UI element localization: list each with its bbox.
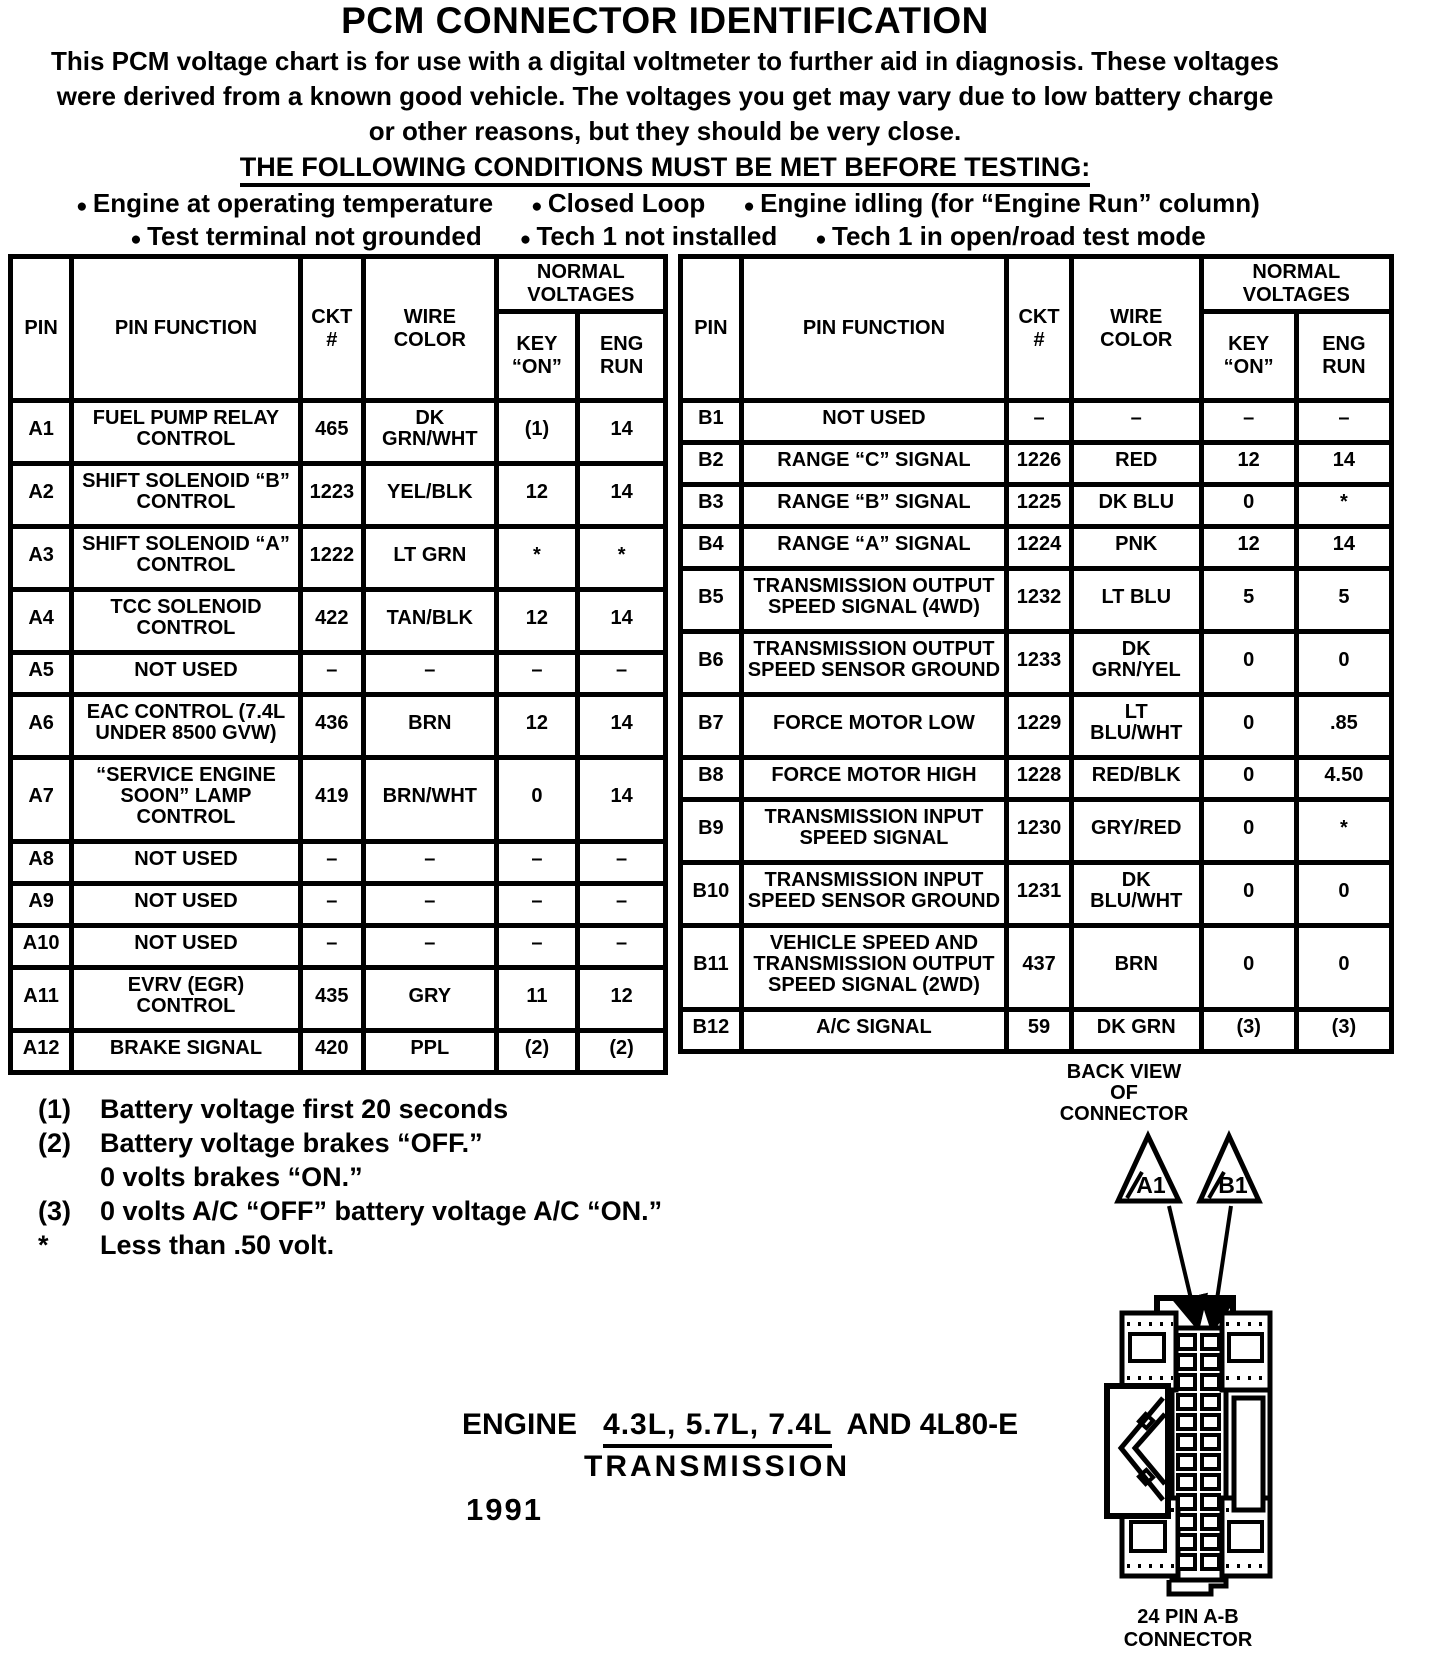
cell-ckt: 1229 xyxy=(1007,695,1072,758)
pin-row-B1 xyxy=(681,401,1392,443)
cell-pin: B12 xyxy=(681,1010,742,1052)
cell-pin: B4 xyxy=(681,527,742,569)
cell-key: 12 xyxy=(496,464,578,527)
cell-run: – xyxy=(578,884,666,926)
cell-key: – xyxy=(496,884,578,926)
footnotes xyxy=(38,1092,662,1262)
cell-key: 12 xyxy=(1201,443,1296,485)
cell-ckt: 419 xyxy=(300,758,363,842)
pin-row-A1 xyxy=(11,401,666,464)
pin-table-b xyxy=(678,254,1394,1054)
conditions-heading: THE FOLLOWING CONDITIONS MUST BE MET BEFORE TESTING: xyxy=(0,152,1330,183)
cell-pin: A12 xyxy=(11,1031,72,1073)
pin-row-A12 xyxy=(11,1031,666,1073)
col-header-pin: PIN xyxy=(11,257,72,401)
cell-fn: “SERVICE ENGINE SOON” LAMP CONTROL xyxy=(72,758,301,842)
cell-wire: – xyxy=(363,653,496,695)
cell-key: * xyxy=(496,527,578,590)
cell-wire: DK GRN xyxy=(1071,1010,1201,1052)
cell-pin: A2 xyxy=(11,464,72,527)
cell-ckt: – xyxy=(300,884,363,926)
pin-row-B6 xyxy=(681,632,1392,695)
cell-ckt: 1226 xyxy=(1007,443,1072,485)
pin-row-B11 xyxy=(681,926,1392,1010)
cell-pin: A7 xyxy=(11,758,72,842)
cell-fn: FORCE MOTOR HIGH xyxy=(741,758,1006,800)
condition-item: ● Tech 1 not installed xyxy=(520,221,778,252)
cell-fn: RANGE “A” SIGNAL xyxy=(741,527,1006,569)
col-header-eng-run: ENG RUN xyxy=(578,312,666,401)
cell-run: 12 xyxy=(578,968,666,1031)
cell-wire: DK GRN/YEL xyxy=(1071,632,1201,695)
cell-wire: – xyxy=(363,926,496,968)
triangle-b1-label: B1 xyxy=(1218,1172,1248,1198)
cell-pin: B2 xyxy=(681,443,742,485)
cell-fn: BRAKE SIGNAL xyxy=(72,1031,301,1073)
pin-row-A7 xyxy=(11,758,666,842)
cell-run: 14 xyxy=(578,695,666,758)
pin-row-A4 xyxy=(11,590,666,653)
connector-diagram xyxy=(1093,1128,1283,1602)
cell-fn: NOT USED xyxy=(72,842,301,884)
cell-pin: A10 xyxy=(11,926,72,968)
pin-row-B12 xyxy=(681,1010,1392,1052)
cell-run: 14 xyxy=(1296,443,1391,485)
cell-key: 0 xyxy=(1201,926,1296,1010)
pin-table-a xyxy=(8,254,668,1075)
cell-fn: SHIFT SOLENOID “A” CONTROL xyxy=(72,527,301,590)
cell-fn: NOT USED xyxy=(741,401,1006,443)
pin-row-A10 xyxy=(11,926,666,968)
cell-ckt: – xyxy=(300,926,363,968)
col-header-function: PIN FUNCTION xyxy=(741,257,1006,401)
cell-ckt: 1228 xyxy=(1007,758,1072,800)
cell-fn: FUEL PUMP RELAY CONTROL xyxy=(72,401,301,464)
cell-ckt: – xyxy=(300,842,363,884)
footnote-3: (3) 0 volts A/C “OFF” battery voltage A/C “ON.” xyxy=(38,1196,663,1226)
cell-ckt: 1233 xyxy=(1007,632,1072,695)
cell-pin: B1 xyxy=(681,401,742,443)
cell-fn: NOT USED xyxy=(72,884,301,926)
cell-run: 0 xyxy=(1296,863,1391,926)
cell-fn: TRANSMISSION INPUT SPEED SENSOR GROUND xyxy=(741,863,1006,926)
cell-pin: B8 xyxy=(681,758,742,800)
cell-ckt: – xyxy=(300,653,363,695)
cell-fn: TRANSMISSION INPUT SPEED SIGNAL xyxy=(741,800,1006,863)
cell-run: 14 xyxy=(578,590,666,653)
cell-fn: EVRV (EGR) CONTROL xyxy=(72,968,301,1031)
col-header-ckt: CKT # xyxy=(300,257,363,401)
cell-pin: B11 xyxy=(681,926,742,1010)
cell-pin: A9 xyxy=(11,884,72,926)
cell-pin: A4 xyxy=(11,590,72,653)
cell-run: – xyxy=(578,926,666,968)
cell-run: 14 xyxy=(1296,527,1391,569)
pin-row-A11 xyxy=(11,968,666,1031)
back-view-label: BACK VIEW OF CONNECTOR xyxy=(1059,1061,1189,1125)
col-header-wire: WIRE COLOR xyxy=(1071,257,1201,401)
cell-wire: – xyxy=(363,842,496,884)
cell-key: – xyxy=(1201,401,1296,443)
condition-item: ● Engine idling (for “Engine Run” column) xyxy=(743,188,1260,219)
condition-item: ● Tech 1 in open/road test mode xyxy=(815,221,1205,252)
cell-ckt: 1222 xyxy=(300,527,363,590)
cell-key: 12 xyxy=(1201,527,1296,569)
intro-line: were derived from a known good vehicle. The voltages you get may vary due to low battery charge xyxy=(56,81,1274,111)
cell-wire: YEL/BLK xyxy=(363,464,496,527)
cell-pin: B6 xyxy=(681,632,742,695)
pin-row-B10 xyxy=(681,863,1392,926)
cell-pin: B10 xyxy=(681,863,742,926)
col-header-normal-voltages: NORMAL VOLTAGES xyxy=(496,257,665,312)
cell-run: 14 xyxy=(578,464,666,527)
cell-ckt: 1230 xyxy=(1007,800,1072,863)
connector-caption: 24 PIN A-B CONNECTOR xyxy=(1123,1606,1253,1651)
cell-ckt: 465 xyxy=(300,401,363,464)
cell-pin: A11 xyxy=(11,968,72,1031)
condition-item: ● Test terminal not grounded xyxy=(130,221,481,252)
cell-run: 0 xyxy=(1296,632,1391,695)
cell-key: 5 xyxy=(1201,569,1296,632)
col-header-wire: WIRE COLOR xyxy=(363,257,496,401)
cell-fn: NOT USED xyxy=(72,926,301,968)
pin-row-B5 xyxy=(681,569,1392,632)
footnote-2: (2) Battery voltage brakes “OFF.” xyxy=(38,1128,483,1158)
cell-wire: BRN/WHT xyxy=(363,758,496,842)
cell-key: (3) xyxy=(1201,1010,1296,1052)
cell-run: 14 xyxy=(578,758,666,842)
cell-key: 0 xyxy=(1201,485,1296,527)
cell-wire: – xyxy=(363,884,496,926)
pin-row-B9 xyxy=(681,800,1392,863)
cell-wire: LT BLU xyxy=(1071,569,1201,632)
cell-key: 12 xyxy=(496,695,578,758)
cell-key: 0 xyxy=(1201,632,1296,695)
pin-row-B3 xyxy=(681,485,1392,527)
cell-run: – xyxy=(578,842,666,884)
cell-wire: GRY/RED xyxy=(1071,800,1201,863)
col-header-ckt: CKT # xyxy=(1007,257,1072,401)
cell-run: – xyxy=(578,653,666,695)
cell-ckt: 1224 xyxy=(1007,527,1072,569)
cell-wire: PNK xyxy=(1071,527,1201,569)
cell-wire: DK BLU xyxy=(1071,485,1201,527)
cell-fn: SHIFT SOLENOID “B” CONTROL xyxy=(72,464,301,527)
footnote-2-continued: 0 volts brakes “ON.” xyxy=(100,1162,363,1192)
col-header-eng-run: ENG RUN xyxy=(1296,312,1391,401)
cell-key: 0 xyxy=(1201,695,1296,758)
engine-suffix: AND 4L80-E xyxy=(846,1408,1019,1441)
cell-key: 0 xyxy=(1201,758,1296,800)
cell-ckt: 422 xyxy=(300,590,363,653)
cell-ckt: 1232 xyxy=(1007,569,1072,632)
triangle-a1-label: A1 xyxy=(1136,1172,1166,1198)
cell-key: – xyxy=(496,653,578,695)
cell-ckt: 1231 xyxy=(1007,863,1072,926)
cell-pin: B7 xyxy=(681,695,742,758)
cell-wire: TAN/BLK xyxy=(363,590,496,653)
pin-row-B8 xyxy=(681,758,1392,800)
pin-row-B7 xyxy=(681,695,1392,758)
triangle-b1-marker xyxy=(1200,1136,1259,1201)
cell-pin: A3 xyxy=(11,527,72,590)
cell-ckt: 59 xyxy=(1007,1010,1072,1052)
cell-run: .85 xyxy=(1296,695,1391,758)
pin-row-A2 xyxy=(11,464,666,527)
cell-fn: RANGE “B” SIGNAL xyxy=(741,485,1006,527)
intro-paragraph xyxy=(0,44,1330,149)
cell-fn: TRANSMISSION OUTPUT SPEED SENSOR GROUND xyxy=(741,632,1006,695)
cell-pin: A8 xyxy=(11,842,72,884)
cell-wire: DK GRN/WHT xyxy=(363,401,496,464)
cell-key: (1) xyxy=(496,401,578,464)
cell-run: 4.50 xyxy=(1296,758,1391,800)
cell-wire: RED/BLK xyxy=(1071,758,1201,800)
cell-fn: RANGE “C” SIGNAL xyxy=(741,443,1006,485)
col-header-pin: PIN xyxy=(681,257,742,401)
pin-row-B4 xyxy=(681,527,1392,569)
cell-wire: LT BLU/WHT xyxy=(1071,695,1201,758)
pin-row-A3 xyxy=(11,527,666,590)
cell-key: – xyxy=(496,926,578,968)
col-header-key-on: KEY “ON” xyxy=(1201,312,1296,401)
cell-run: 5 xyxy=(1296,569,1391,632)
cell-ckt: 435 xyxy=(300,968,363,1031)
cell-wire: – xyxy=(1071,401,1201,443)
cell-pin: A5 xyxy=(11,653,72,695)
cell-ckt: 420 xyxy=(300,1031,363,1073)
engine-caption xyxy=(462,1408,1018,1484)
cell-key: 11 xyxy=(496,968,578,1031)
col-header-key-on: KEY “ON” xyxy=(496,312,578,401)
condition-item: ● Engine at operating temperature xyxy=(76,188,493,219)
cell-fn: FORCE MOTOR LOW xyxy=(741,695,1006,758)
condition-item: ● Closed Loop xyxy=(531,188,705,219)
cell-pin: B3 xyxy=(681,485,742,527)
cell-wire: PPL xyxy=(363,1031,496,1073)
footnote-asterisk: * Less than .50 volt. xyxy=(38,1230,335,1260)
cell-pin: B9 xyxy=(681,800,742,863)
cell-fn: EAC CONTROL (7.4L UNDER 8500 GVW) xyxy=(72,695,301,758)
intro-line: or other reasons, but they should be very close. xyxy=(368,116,962,146)
pin-row-A5 xyxy=(11,653,666,695)
cell-ckt: – xyxy=(1007,401,1072,443)
cell-fn: A/C SIGNAL xyxy=(741,1010,1006,1052)
cell-ckt: 436 xyxy=(300,695,363,758)
cell-run: * xyxy=(1296,485,1391,527)
cell-fn: TCC SOLENOID CONTROL xyxy=(72,590,301,653)
pin-row-B2 xyxy=(681,443,1392,485)
col-header-normal-voltages: NORMAL VOLTAGES xyxy=(1201,257,1391,312)
cell-run: 14 xyxy=(578,401,666,464)
cell-key: 12 xyxy=(496,590,578,653)
year-label: 1991 xyxy=(466,1492,543,1527)
cell-ckt: 1223 xyxy=(300,464,363,527)
cell-pin: A1 xyxy=(11,401,72,464)
cell-pin: B5 xyxy=(681,569,742,632)
conditions-row-1 xyxy=(0,188,1336,219)
cell-run: * xyxy=(578,527,666,590)
cell-run: 0 xyxy=(1296,926,1391,1010)
cell-key: – xyxy=(496,842,578,884)
cell-fn: NOT USED xyxy=(72,653,301,695)
cell-fn: TRANSMISSION OUTPUT SPEED SIGNAL (4WD) xyxy=(741,569,1006,632)
cell-key: (2) xyxy=(496,1031,578,1073)
cell-pin: A6 xyxy=(11,695,72,758)
cell-run: * xyxy=(1296,800,1391,863)
cell-key: 0 xyxy=(496,758,578,842)
engine-sizes-underlined: 4.3L, 5.7L, 7.4L xyxy=(603,1408,832,1448)
pin-row-A8 xyxy=(11,842,666,884)
page-title: PCM CONNECTOR IDENTIFICATION xyxy=(341,0,989,41)
cell-key: 0 xyxy=(1201,800,1296,863)
cell-ckt: 437 xyxy=(1007,926,1072,1010)
engine-word: ENGINE xyxy=(462,1408,578,1441)
intro-line: This PCM voltage chart is for use with a digital voltmeter to further aid in diagnosis. These voltages xyxy=(50,46,1279,76)
col-header-function: PIN FUNCTION xyxy=(72,257,301,401)
arrow-to-pin-b1 xyxy=(1213,1206,1231,1326)
pin-row-A9 xyxy=(11,884,666,926)
triangle-a1-marker xyxy=(1118,1136,1179,1201)
pin-row-A6 xyxy=(11,695,666,758)
transmission-word: TRANSMISSION xyxy=(584,1450,851,1483)
cell-wire: GRY xyxy=(363,968,496,1031)
cell-wire: LT GRN xyxy=(363,527,496,590)
cell-run: – xyxy=(1296,401,1391,443)
cell-run: (2) xyxy=(578,1031,666,1073)
cell-wire: DK BLU/WHT xyxy=(1071,863,1201,926)
cell-wire: RED xyxy=(1071,443,1201,485)
conditions-row-2 xyxy=(0,221,1336,252)
cell-fn: VEHICLE SPEED AND TRANSMISSION OUTPUT SPEED SIGNAL (2WD) xyxy=(741,926,1006,1010)
cell-key: 0 xyxy=(1201,863,1296,926)
cell-run: (3) xyxy=(1296,1010,1391,1052)
cell-wire: BRN xyxy=(363,695,496,758)
cell-ckt: 1225 xyxy=(1007,485,1072,527)
footnote-1: (1) Battery voltage first 20 seconds xyxy=(38,1094,509,1124)
cell-wire: BRN xyxy=(1071,926,1201,1010)
